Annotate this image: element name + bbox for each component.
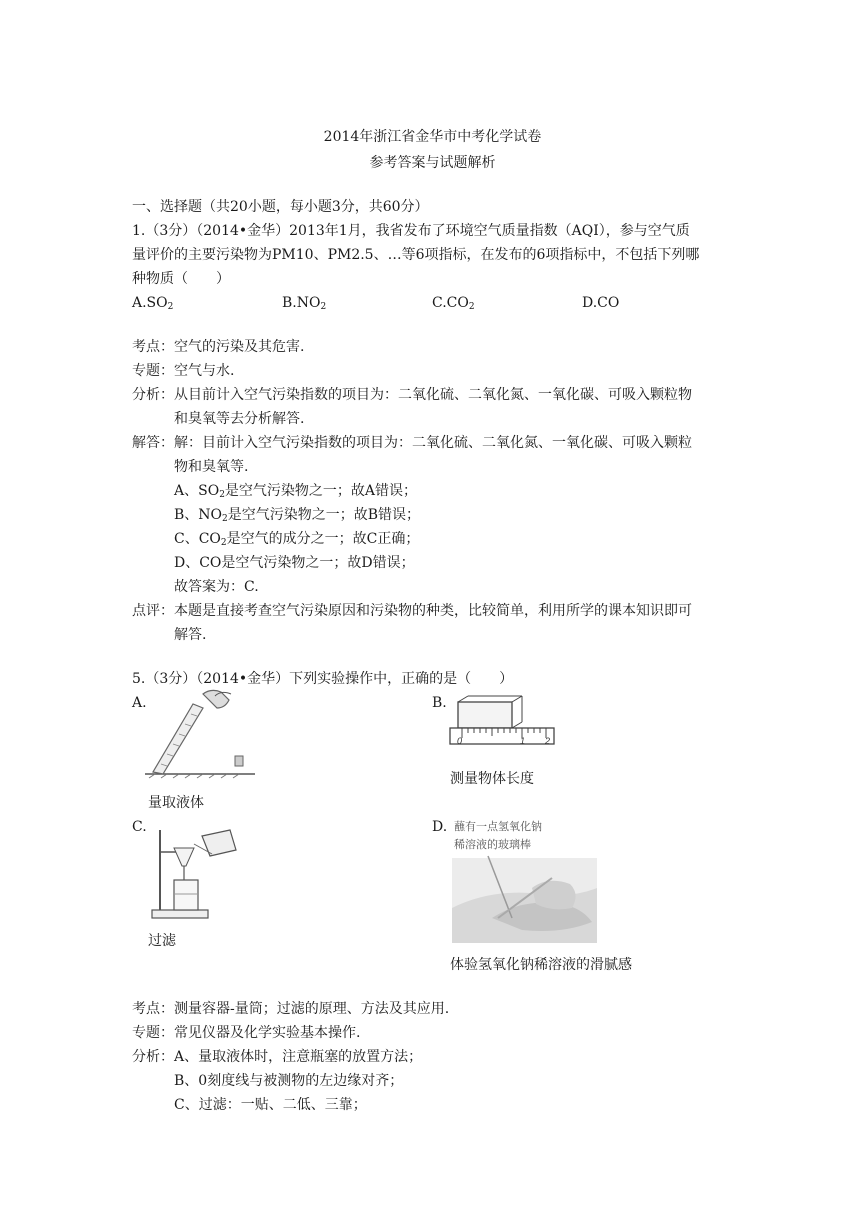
ruler-label-2: 2 <box>545 736 551 746</box>
question-1-line-3: 种物质（ ） <box>132 271 230 287</box>
question-1-line-2: 量评价的主要污染物为PM10、PM2.5、…等6项指标，在发布的6项指标中，不包括下列哪 <box>132 247 700 263</box>
figure-d-label-line-1: 蘸有一点氢氧化钠 <box>454 820 542 833</box>
caption-d: 体验氢氧化钠稀溶液的滑腻感 <box>450 957 632 973</box>
option-d-label: D. <box>432 819 448 835</box>
ruler-label-0: 0 <box>457 736 463 746</box>
jieda-item-a: A、$SO_2$是空气污染物之一；故A错误； <box>174 483 418 500</box>
jieda-1-line-2: 物和臭氧等. <box>174 459 249 475</box>
page-title: 2014年浙江省金华市中考化学试卷 <box>323 129 542 145</box>
option-b-label: B. <box>432 695 447 711</box>
option-b: $B.NO_2$ <box>282 295 327 312</box>
caption-b: 测量物体长度 <box>450 771 534 787</box>
fenxi-1-line-2: 和臭氧等去分析解答. <box>174 411 305 427</box>
dianping-1-line-1: 点评：本题是直接考查空气污染原因和污染物的种类，比较简单，利用所学的课本知识即可 <box>132 603 692 619</box>
caption-c: 过滤 <box>148 933 176 949</box>
kaodian-1: 考点：空气的污染及其危害. <box>132 339 305 355</box>
ruler-label-1: 1 <box>520 736 526 746</box>
jieda-item-d: D、CO是空气污染物之一；故D错误； <box>174 555 415 571</box>
jieda-item-b: B、$NO_2$是空气污染物之一；故B错误； <box>174 507 421 524</box>
fenxi-5-line-2: B、0刻度线与被测物的左边缘对齐； <box>174 1073 404 1089</box>
kaodian-5: 考点：测量容器-量筒；过滤的原理、方法及其应用. <box>132 1001 450 1017</box>
question-1-line-1: 1.（3分）（2014•金华）2013年1月，我省发布了环境空气质量指数（AQI），参与空气质 <box>132 223 690 239</box>
figure-filtration <box>150 826 245 921</box>
question-5-stem: 5.（3分）（2014•金华）下列实验操作中，正确的是（ ） <box>132 671 514 687</box>
fenxi-1-line-1: 分析：从目前计入空气污染指数的项目为：二氧化硫、二氧化氮、一氧化碳、可吸入颗粒物 <box>132 387 692 403</box>
jieda-item-c: C、$CO_2$是空气的成分之一；故C正确； <box>174 531 420 548</box>
figure-d-label-line-2: 稀溶液的玻璃棒 <box>454 838 531 851</box>
figure-measure-liquid <box>145 686 255 781</box>
section-heading: 一、选择题（共20小题，每小题3分，共60分） <box>132 199 429 215</box>
option-c: $C.CO_2$ <box>432 295 475 312</box>
option-a: $A.SO_2$ <box>132 295 174 312</box>
fenxi-5-line-3: C、过滤：一贴、二低、三靠； <box>174 1097 367 1113</box>
page-subtitle: 参考答案与试题解析 <box>369 155 496 171</box>
jieda-1-line-1: 解答：解：目前计入空气污染指数的项目为：二氧化硫、二氧化氮、一氧化碳、可吸入颗粒 <box>132 435 692 451</box>
caption-a: 量取液体 <box>148 795 204 811</box>
zhuanti-5: 专题：常见仪器及化学实验基本操作. <box>132 1025 361 1041</box>
figure-ruler <box>448 694 558 764</box>
figure-naoh-touch <box>452 818 597 943</box>
option-c-label: C. <box>132 819 147 835</box>
fenxi-5-line-1: 分析：A、量取液体时，注意瓶塞的放置方法； <box>132 1049 423 1065</box>
option-a-label: A. <box>132 695 147 711</box>
dianping-1-line-2: 解答. <box>174 627 207 643</box>
zhuanti-1: 专题：空气与水. <box>132 363 235 379</box>
answer-1: 故答案为：C. <box>174 579 259 595</box>
option-d: D.CO <box>582 295 620 311</box>
